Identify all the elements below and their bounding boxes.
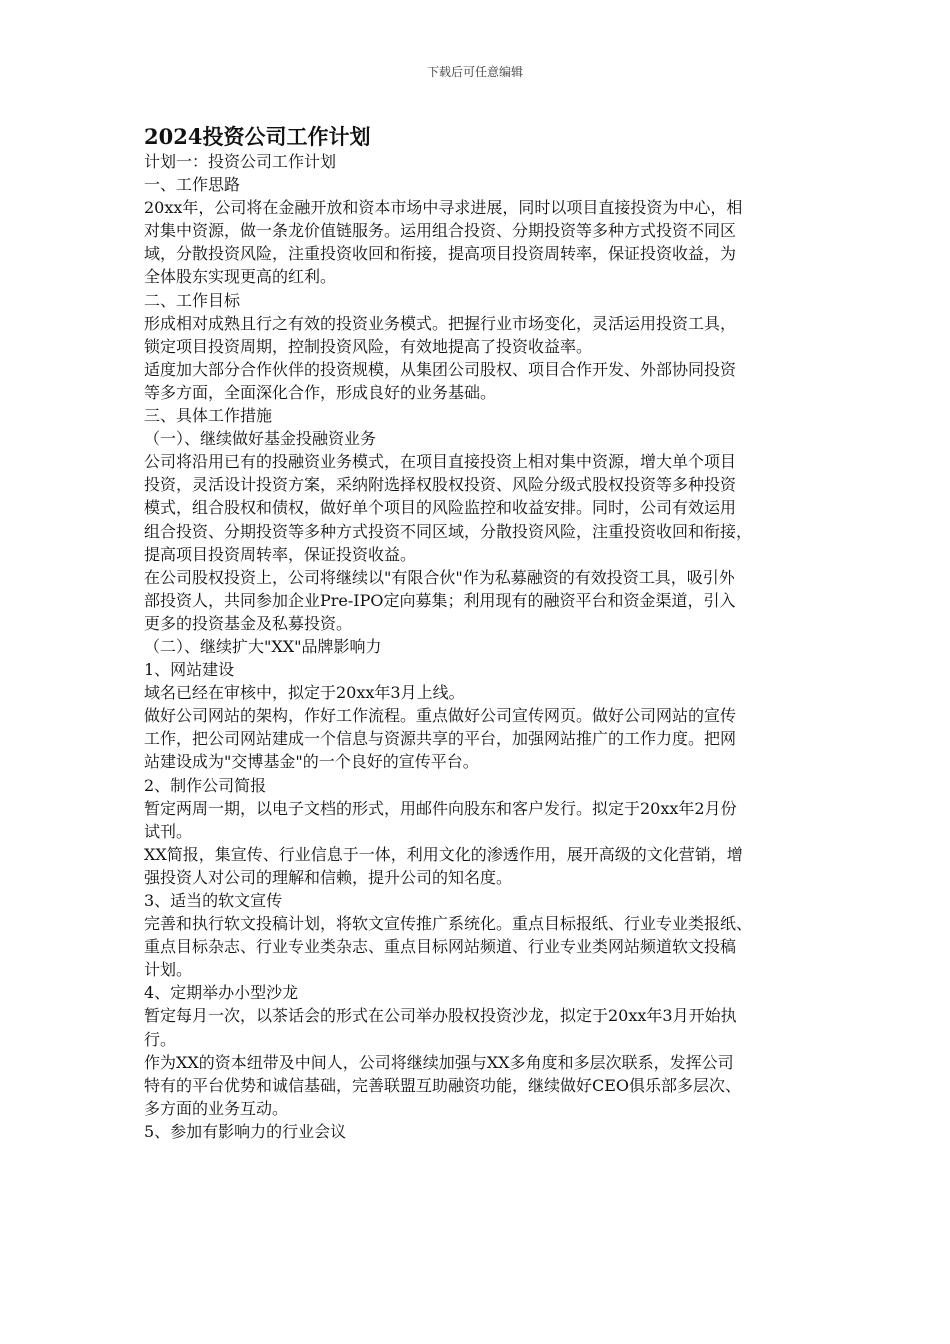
text-line: 20xx年，公司将在金融开放和资本市场中寻求进展，同时以项目直接投资为中心，相 bbox=[144, 198, 743, 218]
text-line: 工作，把公司网站建成一个信息与资源共享的平台，加强网站推广的工作力度。把网 bbox=[144, 729, 737, 749]
text-line: 行。 bbox=[144, 1029, 177, 1049]
text-line: 2、制作公司简报 bbox=[144, 775, 267, 795]
text-line: 试刊。 bbox=[144, 821, 193, 841]
text-line: 域，分散投资风险，注重投资收回和衔接，提高项目投资周转率，保证投资收益，为 bbox=[144, 244, 737, 264]
text-line: 作为XX的资本纽带及中间人，公司将继续加强与XX多角度和多层次联系，发挥公司 bbox=[144, 1052, 734, 1072]
text-line: 三、具体工作措施 bbox=[144, 406, 273, 426]
text-line: 站建设成为"交博基金"的一个良好的宣传平台。 bbox=[144, 752, 479, 772]
text-line: 等多方面，全面深化合作，形成良好的业务基础。 bbox=[144, 382, 497, 402]
text-line: 特有的平台优势和诚信基础，完善联盟互助融资功能，继续做好CEO俱乐部多层次、 bbox=[144, 1075, 742, 1095]
document-text bbox=[144, 150, 806, 1143]
text-line: 一、工作思路 bbox=[144, 175, 241, 195]
text-line: 提高项目投资周转率，保证投资收益。 bbox=[144, 544, 417, 564]
text-line: 做好公司网站的架构，作好工作流程。重点做好公司宣传网页。做好公司网站的宣传 bbox=[144, 706, 737, 726]
text-line: 计划一：投资公司工作计划 bbox=[144, 152, 337, 171]
text-line: 重点目标杂志、行业专业类杂志、重点目标网站频道、行业专业类网站频道软文投稿 bbox=[144, 937, 737, 957]
text-line: 公司将沿用已有的投融资业务模式，在项目直接投资上相对集中资源，增大单个项目 bbox=[144, 452, 737, 472]
text-line: 形成相对成熟且行之有效的投资业务模式。把握行业市场变化，灵活运用投资工具， bbox=[144, 313, 737, 333]
text-line: 模式，组合股权和债权，做好单个项目的风险监控和收益安排。同时，公司有效运用 bbox=[144, 498, 737, 518]
text-line: 计划。 bbox=[144, 960, 193, 980]
text-line: 完善和执行软文投稿计划，将软文宣传推广系统化。重点目标报纸、行业专业类报纸、 bbox=[144, 914, 753, 934]
text-line: 1、网站建设 bbox=[144, 660, 235, 680]
text-line: 对集中资源，做一条龙价值链服务。运用组合投资、分期投资等多种方式投资不同区 bbox=[144, 221, 737, 241]
text-line: 3、适当的软文宣传 bbox=[144, 891, 283, 910]
text-line: 在公司股权投资上，公司将继续以"有限合伙"作为私募融资的有效投资工具，吸引外 bbox=[144, 567, 735, 587]
document-body bbox=[144, 124, 806, 1143]
text-line: 多方面的业务互动。 bbox=[144, 1098, 289, 1118]
text-line: 域名已经在审核中，拟定于20xx年3月上线。 bbox=[144, 683, 465, 703]
text-line: 强投资人对公司的理解和信赖，提升公司的知名度。 bbox=[144, 867, 513, 887]
text-line: 投资，灵活设计投资方案，采纳附选择权股权投资、风险分级式股权投资等多种投资 bbox=[144, 475, 737, 495]
text-line: 暂定两周一期，以电子文档的形式，用邮件向股东和客户发行。拟定于20xx年2月份 bbox=[144, 798, 737, 818]
page-header-note: 下载后可任意编辑 bbox=[426, 65, 523, 79]
text-line: （二）、继续扩大"XX"品牌影响力 bbox=[144, 636, 382, 656]
document-title: 2024投资公司工作计划 bbox=[144, 124, 371, 149]
text-line: 更多的投资基金及私募投资。 bbox=[144, 613, 353, 633]
text-line: 5、参加有影响力的行业会议 bbox=[144, 1121, 347, 1141]
text-line: XX简报，集宣传、行业信息于一体，利用文化的渗透作用，展开高级的文化营销，增 bbox=[144, 844, 743, 864]
text-line: 锁定项目投资周期，控制投资风险，有效地提高了投资收益率。 bbox=[144, 336, 593, 356]
text-line: 适度加大部分合作伙伴的投资规模，从集团公司股权、项目合作开发、外部协同投资 bbox=[144, 359, 737, 379]
text-line: 组合投资、分期投资等多种方式投资不同区域，分散投资风险，注重投资收回和衔接， bbox=[144, 521, 753, 541]
text-line: 部投资人，共同参加企业Pre-IPO定向募集；利用现有的融资平台和资金渠道，引入 bbox=[144, 590, 736, 610]
text-line: 二、工作目标 bbox=[144, 290, 241, 310]
text-line: （一）、继续做好基金投融资业务 bbox=[144, 429, 377, 449]
text-line: 4、定期举办小型沙龙 bbox=[144, 983, 299, 1003]
text-line: 暂定每月一次，以茶话会的形式在公司举办股权投资沙龙，拟定于20xx年3月开始执 bbox=[144, 1006, 737, 1026]
text-line: 全体股东实现更高的红利。 bbox=[144, 267, 337, 287]
